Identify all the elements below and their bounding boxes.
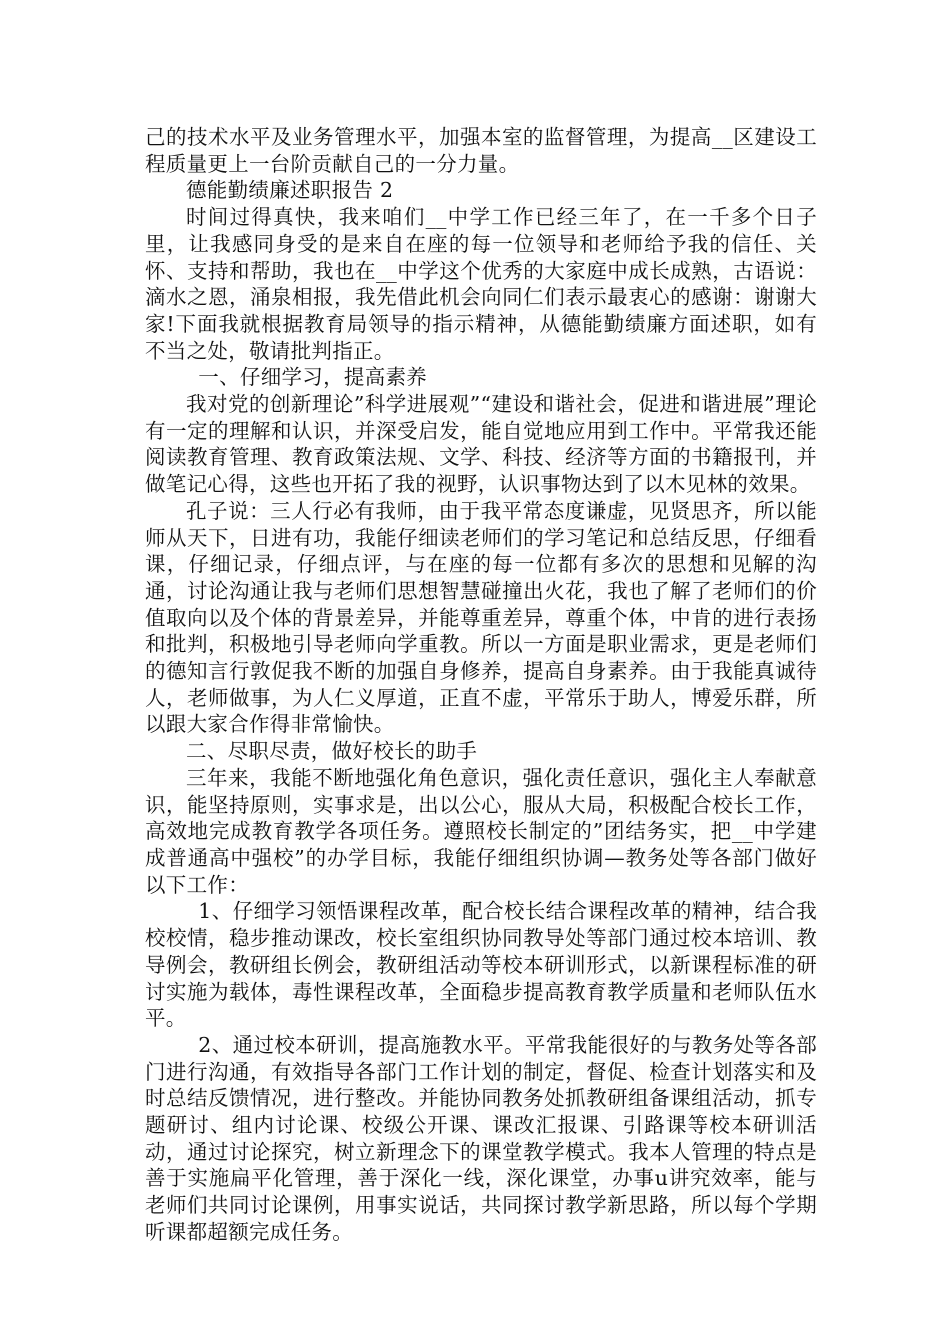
paragraph: 我对党的创新理论”科学进展观”“建设和谐社会，促进和谐进展”理论有一定的理解和认识，并深受启发，能自觉地应用到工作中。平常我还能阅读教育管理、教育政策法规、文学、科技、经济等方面的书籍报刊，并做笔记心得，这些也开拓了我的视野，认识事物达到了以木见林的效果。 xyxy=(145,392,817,497)
section-heading: 一、仔细学习，提高素养 xyxy=(198,365,428,390)
paragraph: 己的技术水平及业务管理水平，加强本室的监督管理，为提高__区建设工程质量更上一台阶贡献自己的一分力量。 xyxy=(145,125,817,176)
list-item: 2、通过校本研训，提高施教水平。平常我能很好的与教务处等各部门进行沟通，有效指导各部门工作计划的制定，督促、检查计划落实和及时总结反馈情况，进行整改。并能协同教务处抓教研组备课组活动，抓专题研讨、组内讨论课、校级公开课、课改汇报课、引路课等校本研训活动，通过讨论探究，树立新理念下的课堂教学模式。我本人管理的特点是善于实施扁平化管理，善于深化一线，深化课堂，办事u讲究效率，能与老师们共同讨论课例，用事实说话，共同探讨教学新思路，所以每个学期听课都超额完成任务。 xyxy=(145,1032,817,1244)
document-body xyxy=(145,124,817,1246)
paragraph: 孔子说：三人行必有我师，由于我平常态度谦虚，见贤思齐，所以能师从天下，日进有功，我能仔细读老师们的学习笔记和总结反思，仔细看课，仔细记录，仔细点评，与在座的每一位都有多次的思想和见解的沟通，讨论沟通让我与老师们思想智慧碰撞出火花，我也了解了老师们的价值取向以及个体的背景差异，并能尊重差异，尊重个体，中肯的进行表扬和批判，积极地引导老师向学重教。所以一方面是职业需求，更是老师们的德知言行敦促我不断的加强自身修养，提高自身素养。由于我能真诚待人，老师做事，为人仁义厚道，正直不虚，平常乐于助人，博爱乐群，所以跟大家合作得非常愉快。 xyxy=(145,498,817,737)
section-heading: 二、尽职尽责，做好校长的助手 xyxy=(186,739,478,764)
section-title: 德能勤绩廉述职报告 2 xyxy=(186,178,394,203)
paragraph: 时间过得真快，我来咱们__中学工作已经三年了，在一千多个日子里，让我感同身受的是来自在座的每一位领导和老师给予我的信任、关怀、支持和帮助，我也在__中学这个优秀的大家庭中成长成熟，古语说：滴水之恩，涌泉相报，我先借此机会向同仁们表示最衷心的感谢：谢谢大家!下面我就根据教育局领导的指示精神，从德能勤绩廉方面述职，如有不当之处，敬请批判指正。 xyxy=(145,205,817,363)
list-item: 1、仔细学习领悟课程改革，配合校长结合课程改革的精神，结合我校校情，稳步推动课改，校长室组织协同教导处等部门通过校本培训、教导例会，教研组长例会，教研组活动等校本研训形式，以新课程标准的研讨实施为载体，毒性课程改革，全面稳步提高教育教学质量和老师队伍水平。 xyxy=(145,899,817,1031)
paragraph: 三年来，我能不断地强化角色意识，强化责任意识，强化主人奉献意识，能坚持原则，实事求是，出以公心，服从大局，积极配合校长工作，高效地完成教育教学各项任务。遵照校长制定的”团结务实，把__中学建成普通高中强校”的办学目标，我能仔细组织协调—教务处等各部门做好以下工作： xyxy=(145,765,817,897)
